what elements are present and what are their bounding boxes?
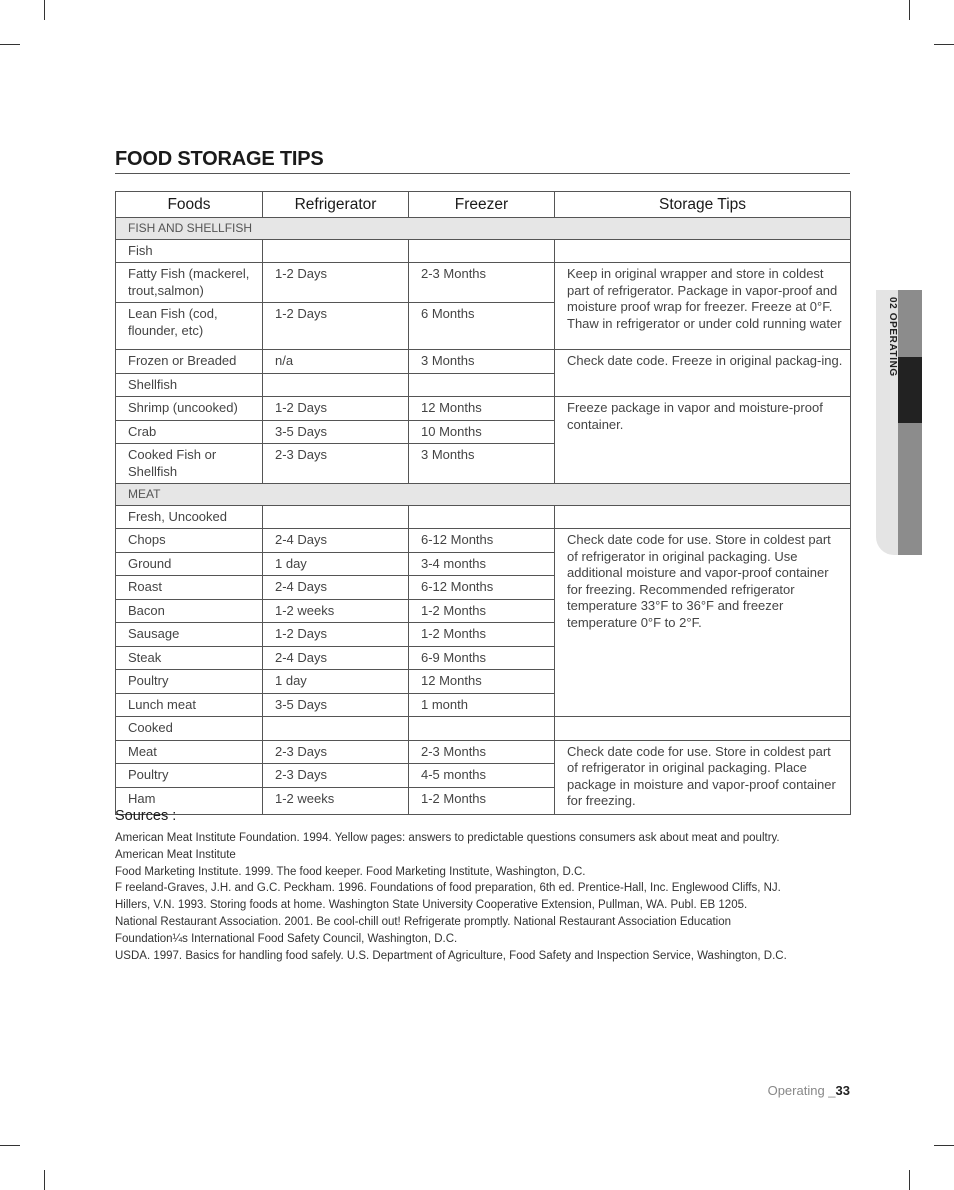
- freezer-cell: 1-2 Months: [409, 787, 555, 814]
- group-row: [116, 239, 851, 263]
- group-label: Fresh, Uncooked: [116, 505, 263, 529]
- fridge-cell: 1-2 Days: [263, 397, 409, 421]
- section-row-fish: [116, 218, 851, 240]
- table-row: [116, 529, 851, 553]
- source-line: F reeland-Graves, J.H. and G.C. Peckham. 1996. Foundations of food preparation, 6th ed. Prentice-Hall, Inc. Englewood Cliffs, NJ.: [115, 882, 781, 895]
- food-cell: Shrimp (uncooked): [116, 397, 263, 421]
- fridge-cell: 3-5 Days: [263, 420, 409, 444]
- table-row: [116, 263, 851, 303]
- food-cell: Crab: [116, 420, 263, 444]
- table-header-row: [116, 192, 851, 218]
- storage-tip-cell: Check date code for use. Store in coldest part of refrigerator in original packaging. Use additional moisture and vapor-proof container for freezing. Recommended refrigerator temperature 33°F to 36°F and freezer temperature 0°F to 2°F.: [555, 529, 851, 717]
- fridge-cell: 1-2 weeks: [263, 787, 409, 814]
- fridge-cell: 1 day: [263, 552, 409, 576]
- title-rule: [115, 173, 850, 174]
- fridge-cell: 2-4 Days: [263, 576, 409, 600]
- food-storage-table: [115, 191, 851, 815]
- fridge-cell: 2-4 Days: [263, 646, 409, 670]
- freezer-cell: 3 Months: [409, 350, 555, 374]
- group-row: [116, 505, 851, 529]
- food-cell: Ground: [116, 552, 263, 576]
- sources-list: [115, 830, 855, 964]
- fridge-cell: 2-4 Days: [263, 529, 409, 553]
- freezer-cell: 12 Months: [409, 670, 555, 694]
- storage-tip-cell: Keep in original wrapper and store in coldest part of refrigerator. Package in vapor-proof and moisture proof wrap for freezer. Freeze at 0°F. Thaw in refrigerator or under cold running water: [555, 263, 851, 350]
- food-cell: Steak: [116, 646, 263, 670]
- food-cell: Cooked Fish or Shellfish: [116, 444, 263, 484]
- fridge-cell: n/a: [263, 350, 409, 374]
- freezer-cell: 2-3 Months: [409, 263, 555, 303]
- group-label: Shellfish: [116, 373, 263, 397]
- food-cell: Roast: [116, 576, 263, 600]
- fridge-cell: 2-3 Days: [263, 740, 409, 764]
- freezer-cell: 6-12 Months: [409, 576, 555, 600]
- freezer-cell: 1 month: [409, 693, 555, 717]
- freezer-cell: 6-12 Months: [409, 529, 555, 553]
- freezer-cell: 3 Months: [409, 444, 555, 484]
- header-foods: Foods: [116, 192, 263, 218]
- storage-tip-cell: Check date code. Freeze in original packag-ing.: [555, 350, 851, 397]
- fridge-cell: 1-2 Days: [263, 623, 409, 647]
- crop-mark: [0, 1145, 20, 1146]
- food-cell: Fatty Fish (mackerel, trout,salmon): [116, 263, 263, 303]
- food-cell: Bacon: [116, 599, 263, 623]
- food-cell: Lean Fish (cod, flounder, etc): [116, 303, 263, 350]
- fridge-cell: 2-3 Days: [263, 764, 409, 788]
- fridge-cell: 1 day: [263, 670, 409, 694]
- freezer-cell: 3-4 months: [409, 552, 555, 576]
- food-cell: Meat: [116, 740, 263, 764]
- page-title: FOOD STORAGE TIPS: [115, 148, 324, 170]
- sources-heading: Sources :: [115, 808, 177, 824]
- crop-mark: [44, 1170, 45, 1190]
- crop-mark: [44, 0, 45, 20]
- group-row: [116, 717, 851, 741]
- freezer-cell: 10 Months: [409, 420, 555, 444]
- crop-mark: [909, 1170, 910, 1190]
- food-cell: Ham: [116, 787, 263, 814]
- table-row: [116, 740, 851, 764]
- header-refrigerator: Refrigerator: [263, 192, 409, 218]
- freezer-cell: 4-5 months: [409, 764, 555, 788]
- group-label: Cooked: [116, 717, 263, 741]
- page-number: 33: [835, 1083, 850, 1098]
- fridge-cell: 1-2 Days: [263, 263, 409, 303]
- storage-tip-cell: Check date code for use. Store in coldest part of refrigerator in original packaging. Place package in moisture and vapor-proof container for freezing.: [555, 740, 851, 814]
- crop-mark: [934, 44, 954, 45]
- section-tab-active-marker: [898, 357, 922, 423]
- section-label: MEAT: [116, 484, 851, 506]
- food-cell: Chops: [116, 529, 263, 553]
- freezer-cell: 6 Months: [409, 303, 555, 350]
- food-cell: Poultry: [116, 670, 263, 694]
- table-row: [116, 350, 851, 374]
- fridge-cell: 2-3 Days: [263, 444, 409, 484]
- freezer-cell: 2-3 Months: [409, 740, 555, 764]
- crop-mark: [0, 44, 20, 45]
- food-cell: Frozen or Breaded: [116, 350, 263, 374]
- source-line: Foundation¼s International Food Safety Council, Washington, D.C.: [115, 932, 458, 945]
- source-line: American Meat Institute Foundation. 1994. Yellow pages: answers to predictable questions consumers ask about meat and poultry.: [115, 832, 780, 844]
- food-cell: Sausage: [116, 623, 263, 647]
- source-line: American Meat Institute: [115, 848, 236, 861]
- fridge-cell: 3-5 Days: [263, 693, 409, 717]
- source-line: Hillers, V.N. 1993. Storing foods at home. Washington State University Cooperative Extension, Pullman, WA. Publ. EB 1205.: [115, 899, 748, 912]
- section-tab-label: 02 OPERATING: [887, 297, 898, 377]
- freezer-cell: 12 Months: [409, 397, 555, 421]
- footer-section: Operating _: [767, 1083, 836, 1098]
- freezer-cell: 1-2 Months: [409, 623, 555, 647]
- table-row: [116, 397, 851, 421]
- crop-mark: [909, 0, 910, 20]
- source-line: USDA. 1997. Basics for handling food safely. U.S. Department of Agriculture, Food Safety and Inspection Service, Washington, D.C.: [115, 949, 787, 962]
- food-cell: Poultry: [116, 764, 263, 788]
- storage-tip-cell: Freeze package in vapor and moisture-proof container.: [555, 397, 851, 484]
- freezer-cell: 6-9 Months: [409, 646, 555, 670]
- source-line: National Restaurant Association. 2001. Be cool-chill out! Refrigerate promptly. National Restaurant Association Education: [115, 915, 732, 928]
- section-label: FISH AND SHELLFISH: [116, 218, 851, 240]
- section-row-meat: [116, 484, 851, 506]
- fridge-cell: 1-2 Days: [263, 303, 409, 350]
- group-label: Fish: [116, 239, 263, 263]
- food-cell: Lunch meat: [116, 693, 263, 717]
- header-storage-tips: Storage Tips: [555, 192, 851, 218]
- fridge-cell: 1-2 weeks: [263, 599, 409, 623]
- freezer-cell: 1-2 Months: [409, 599, 555, 623]
- crop-mark: [934, 1145, 954, 1146]
- header-freezer: Freezer: [409, 192, 555, 218]
- page-footer: [768, 1083, 850, 1098]
- source-line: Food Marketing Institute. 1999. The food keeper. Food Marketing Institute, Washington, D.C.: [115, 865, 586, 878]
